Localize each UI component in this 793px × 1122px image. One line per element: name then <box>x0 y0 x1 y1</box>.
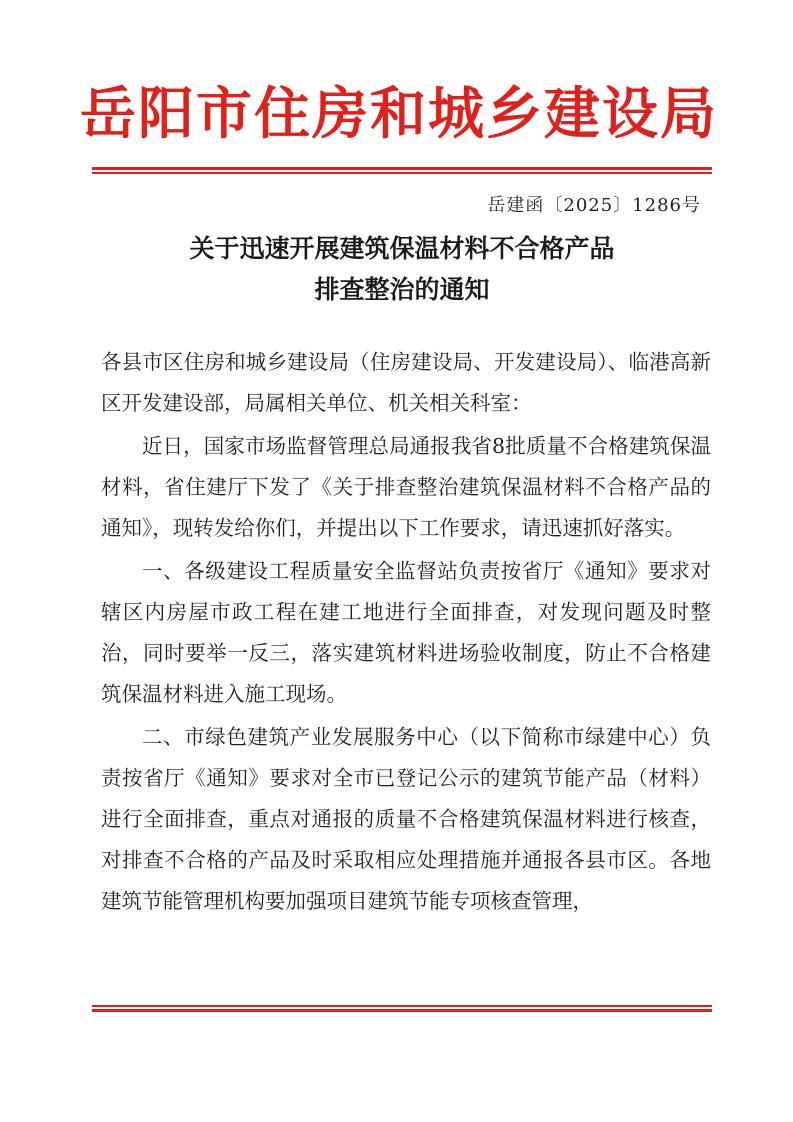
footer-rule-thick <box>92 1009 712 1012</box>
document-number: 岳建函〔2025〕1286号 <box>487 195 701 216</box>
document-body <box>101 342 711 924</box>
footer-rule-thin <box>92 1005 712 1007</box>
document-title-line-2: 排查整治的通知 <box>314 275 490 304</box>
header-rule-thin <box>92 172 712 174</box>
body-paragraph: 一、各级建设工程质量安全监督站负责按省厅《通知》要求对辖区内房屋市政工程在建工地进行全面排查，对发现问题及时整治，同时要举一反三，落实建筑材料进场验收制度，防止不合格建筑保温材料进入施工现场。 <box>101 559 711 706</box>
header-rule-thick <box>92 167 712 170</box>
document-title <box>92 228 712 310</box>
document-title-line-1: 关于迅速开展建筑保温材料不合格产品 <box>189 234 615 263</box>
agency-masthead: 岳阳市住房和城乡建设局 <box>80 81 718 147</box>
body-paragraph: 近日，国家市场监督管理总局通报我省8批质量不合格建筑保温材料，省住建厅下发了《关于排查整治建筑保温材料不合格产品的通知》，现转发给你们，并提出以下工作要求，请迅速抓好落实。 <box>101 434 711 540</box>
body-paragraph: 二、市绿色建筑产业发展服务中心（以下简称市绿建中心）负责按省厅《通知》要求对全市已登记公示的建筑节能产品（材料）进行全面排查，重点对通报的质量不合格建筑保温材料进行核查，对排查不合格的产品及时采取相应处理措施并通报各县市区。各地建筑节能管理机构要加强项目建筑节能专项核查管理， <box>101 725 711 913</box>
salutation: 各县市区住房和城乡建设局（住房建设局、开发建设局）、临港高新区开发建设部，局属相关单位、机关相关科室： <box>101 350 711 415</box>
